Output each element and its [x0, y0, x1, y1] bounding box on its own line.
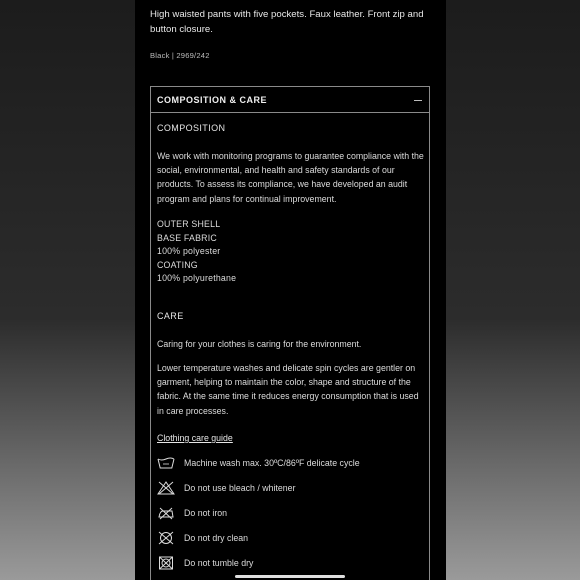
wash-icon [157, 456, 175, 470]
coating-label: COATING [157, 259, 198, 270]
care-label-dry-clean: Do not dry clean [184, 533, 249, 543]
no-tumble-dry-icon [157, 556, 175, 570]
background-left [0, 0, 135, 580]
care-instruction-bleach [157, 480, 360, 496]
product-description: High waisted pants with five pockets. Faux leather. Front zip and button closure. [150, 9, 424, 35]
care-intro: Caring for your clothes is caring for the environment. [157, 339, 362, 349]
care-label-wash: Machine wash max. 30ºC/86ºF delicate cycle [184, 458, 360, 468]
panel-title: COMPOSITION & CARE [157, 94, 268, 105]
collapse-icon[interactable] [413, 95, 423, 105]
phone-screen [135, 0, 446, 580]
care-instructions [157, 455, 360, 571]
clothing-care-guide-link[interactable]: Clothing care guide [157, 433, 233, 443]
care-label-bleach: Do not use bleach / whitener [184, 483, 296, 493]
care-label-iron: Do not iron [184, 508, 228, 518]
care-label-tumble-dry: Do not tumble dry [184, 558, 254, 568]
composition-text: We work with monitoring programs to guarantee compliance with the social, environmental, and health and safety standards of our products. To assess its compliance, we have developed an audit program and plans for continual improvement. [157, 151, 424, 204]
care-heading: CARE [157, 311, 184, 321]
no-iron-icon [157, 506, 175, 520]
material-list [157, 218, 236, 286]
care-instruction-iron [157, 505, 360, 521]
care-text: Lower temperature washes and delicate spin cycles are gentler on garment, helping to maintain the color, shape and structure of the fabric. At the same time it reduces energy consumption that is used in care processes. [157, 363, 419, 416]
no-dry-clean-icon [157, 531, 175, 545]
color-reference: Black | 2969/242 [150, 51, 210, 60]
no-bleach-icon [157, 481, 175, 495]
care-instruction-dry-clean [157, 530, 360, 546]
care-instruction-tumble-dry [157, 555, 360, 571]
home-indicator[interactable] [235, 575, 345, 578]
panel-header[interactable] [151, 87, 429, 113]
base-fabric-value: 100% polyester [157, 246, 221, 256]
composition-heading: COMPOSITION [157, 123, 226, 133]
coating-value: 100% polyurethane [157, 273, 237, 283]
composition-care-panel [150, 86, 430, 580]
outer-shell-label: OUTER SHELL [157, 219, 221, 229]
base-fabric-label: BASE FABRIC [157, 232, 217, 243]
care-instruction-wash [157, 455, 360, 471]
background-right [445, 0, 580, 580]
